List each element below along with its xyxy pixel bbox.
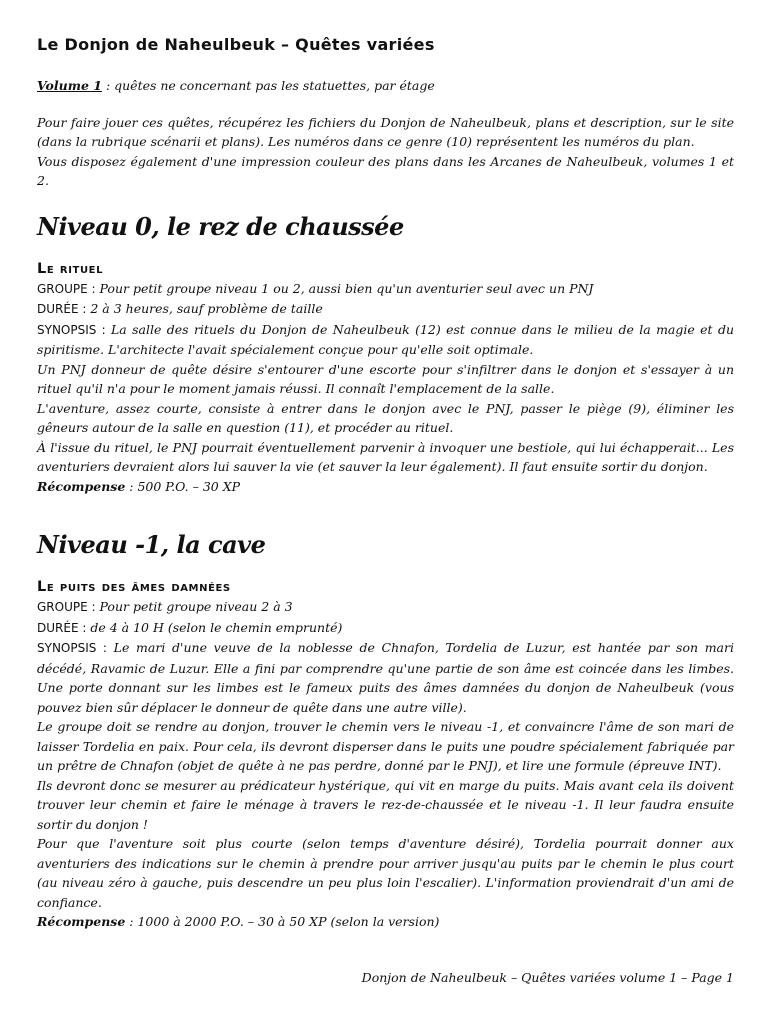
document-title: Le Donjon de Naheulbeuk – Quêtes variées (37, 35, 435, 54)
groupe-value: Pour petit groupe niveau 1 ou 2, aussi bien qu'un aventurier seul avec un PNJ (95, 280, 594, 296)
document-page (37, 34, 734, 932)
quest-paragraph: Le groupe doit se rendre au donjon, trouver le chemin vers le niveau -1, et convaincre l'âme de son mari de laisser Tordelia en paix. Pour cela, ils devront disperser dans le puits une poudre spécialement fabriquée par un prêtre de Chnafon (objet de quête à ne pas perdre, donné par le PNJ), et lire une formule (épreuve INT). (37, 719, 734, 773)
quest-groupe (37, 597, 734, 618)
level-section-0 (37, 212, 734, 497)
synopsis-value: La salle des rituels du Donjon de Naheulbeuk (12) est connue dans le milieu de la magie et du spiritisme. L'architecte l'avait spécialement conçue pour qu'elle soit optimale. (37, 321, 734, 357)
level-section-minus-1 (37, 530, 734, 932)
groupe-label: GROUPE : (37, 600, 96, 614)
groupe-label: GROUPE : (37, 281, 96, 296)
page-footer: Donjon de Naheulbeuk – Quêtes variées volume 1 – Page 1 (361, 970, 734, 985)
quest-paragraph: Pour que l'aventure soit plus courte (selon temps d'aventure désiré), Tordelia pourrait donner aux aventuriers des indications sur le chemin à prendre pour arriver jusqu'au puits par le chemin le plus court (au niveau zéro à gauche, puis descendre un peu plus loin l'escalier). L'information proviendrait d'un ami de confiance. (37, 836, 734, 910)
volume-label: Volume 1 (37, 78, 102, 93)
reward-label: Récompense (37, 914, 126, 929)
quest-duree (37, 299, 734, 320)
duree-value: 2 à 3 heures, sauf problème de taille (86, 301, 323, 316)
synopsis-label: SYNOPSIS : (37, 322, 106, 337)
groupe-value: Pour petit groupe niveau 2 à 3 (95, 599, 293, 614)
quest-paragraph: Ils devront donc se mesurer au prédicateur hystérique, qui vit en marge du puits. Mais avant cela ils doivent trouver leur chemin et faire le ménage à travers le rez-de-chaussée et le niveau -1. Il leur faudra ensuite sortir du donjon ! (37, 777, 734, 832)
quest-groupe (37, 279, 734, 300)
quest-duree (37, 618, 734, 639)
quest-reward (37, 912, 734, 932)
quest-synopsis (37, 638, 734, 717)
quest-paragraph: À l'issue du rituel, le PNJ pourrait éventuellement parvenir à invoquer une bestiole, qui lui échapperait... Les aventuriers devraient alors lui sauver la vie (et sauver la leur également). Il faut ensuite sortir du donjon. (37, 439, 734, 474)
synopsis-value: Le mari d'une veuve de la noblesse de Chnafon, Tordelia de Luzur, est hantée par son mari décédé, Ravamic de Luzur. Elle a fini par comprendre qu'une partie de son âme est coincée dans les limbes. Une porte donnant sur les limbes est le fameux puits des âmes damnées du donjon de Naheulbeuk (vous pouvez bien sûr déplacer le donneur de quête dans une autre ville). (37, 640, 734, 715)
reward-value: : 500 P.O. – 30 XP (125, 478, 241, 494)
intro-paragraph-1: Pour faire jouer ces quêtes, récupérez les fichiers du Donjon de Naheulbeuk, plans et description, sur le site (dans la rubrique scénarii et plans). Les numéros dans ce genre (10) représentent les numéros du plan. (37, 114, 734, 149)
quest-title: Le puits des âmes damnées (37, 579, 231, 595)
duree-label: DURÉE : (37, 620, 87, 635)
reward-label: Récompense (37, 478, 126, 494)
quest-synopsis (37, 320, 734, 360)
reward-value: : 1000 à 2000 P.O. – 30 à 50 XP (selon la version) (125, 914, 440, 929)
volume-text: : quêtes ne concernant pas les statuettes, par étage (101, 78, 435, 93)
quest-title: Le rituel (37, 260, 104, 277)
level-title: Niveau -1, la cave (37, 530, 266, 559)
level-title: Niveau 0, le rez de chaussée (37, 211, 404, 241)
quest-reward (37, 477, 734, 497)
quest-paragraph: Un PNJ donneur de quête désire s'entourer d'une escorte pour s'infiltrer dans le donjon et s'essayer à un rituel qu'il n'a pour le moment jamais réussi. Il connaît l'emplacement de la salle. (37, 361, 734, 396)
quest-paragraph: L'aventure, assez courte, consiste à entrer dans le donjon avec le PNJ, passer le piège (9), éliminer les gêneurs autour de la salle en question (11), et procéder au rituel. (37, 400, 734, 435)
volume-line (37, 76, 734, 96)
duree-value: de 4 à 10 H (selon le chemin emprunté) (86, 619, 343, 635)
synopsis-label: SYNOPSIS : (37, 641, 107, 655)
duree-label: DURÉE : (37, 302, 87, 316)
intro-paragraph-2: Vous disposez également d'une impression couleur des plans dans les Arcanes de Naheulbeuk, volumes 1 et 2. (37, 153, 734, 188)
